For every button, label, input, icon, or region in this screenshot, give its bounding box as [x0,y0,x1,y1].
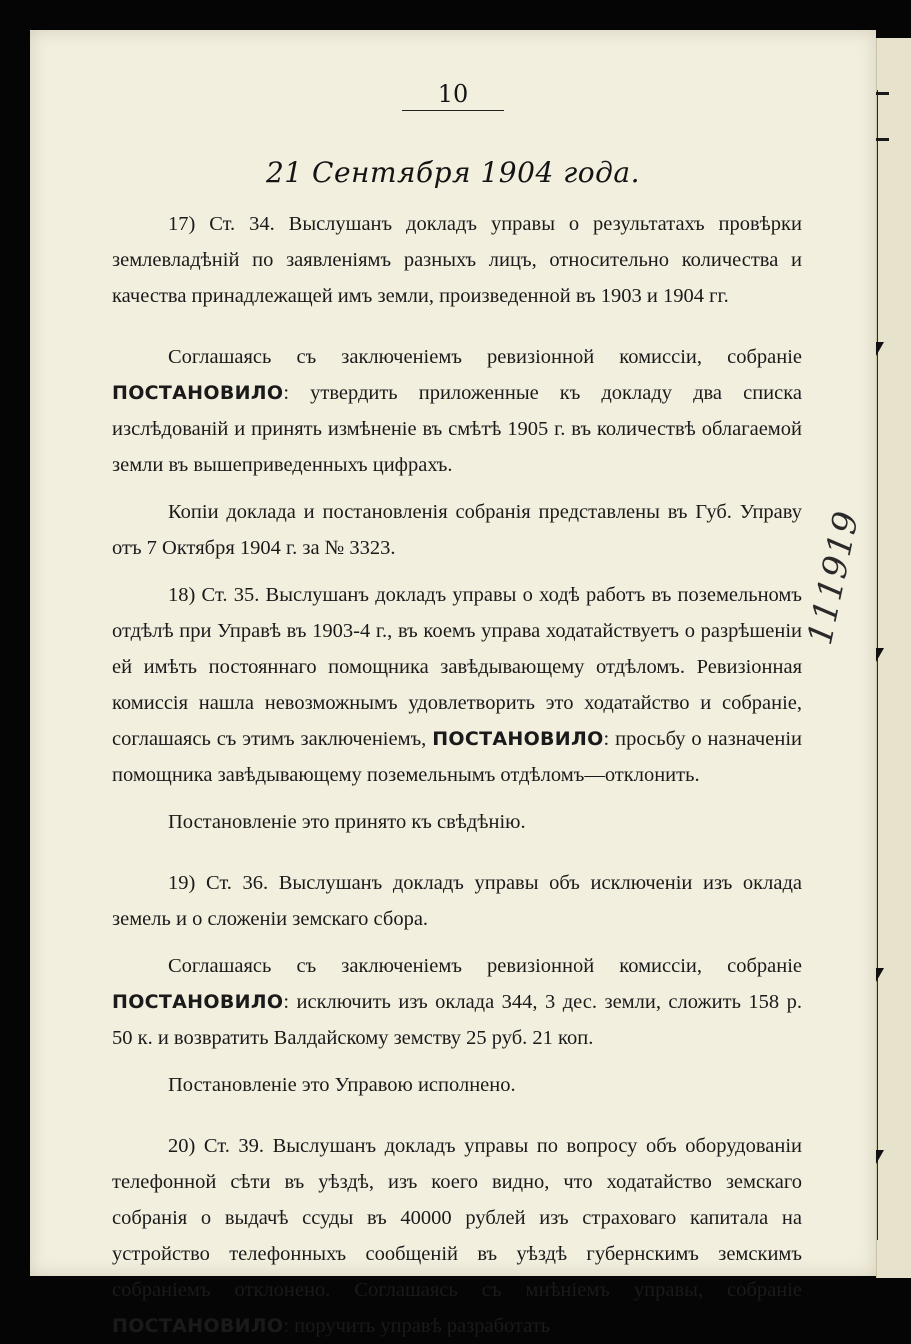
paragraph: Постановленіе это принято къ свѣдѣнію. [168,811,526,833]
page-number-underline [402,110,504,111]
paragraph: Соглашаясь съ заключеніемъ ревизіонной комиссіи, собраніе ПОСТАНОВИЛО: исключить изъ оклада 344, 3 дес. земли, сложить 158 р. 50 к. и возвратить Валдайскому земству 25 руб. 21 коп. [112,955,802,1049]
document-page [30,30,876,1337]
page-number: 10 [437,80,469,108]
paragraph: 19) Ст. 36. Выслушанъ докладъ управы объ исключеніи изъ оклада земель и о сложеніи земскаго сбора. [112,872,802,930]
resolution-keyword: ПОСТАНОВИЛО [432,728,604,750]
paragraph: 20) Ст. 39. Выслушанъ докладъ управы по вопросу объ оборудованіи телефонной сѣти въ уѣздѣ, изъ коего видно, что ходатайство земскаго собранія о выдачѣ ссуды въ 40000 рублей изъ страховаго капитала на устройство телефонныхъ сообщеній въ уѣздѣ губернскимъ земскимъ собраніемъ отклонено. Соглашаясь съ мнѣніемъ управы, собраніе ПОСТАНОВИЛО: поручить управѣ разработать [112,1135,802,1337]
paragraph: 18) Ст. 35. Выслушанъ докладъ управы о ходѣ работъ въ поземельномъ отдѣлѣ при Управѣ въ 1903-4 г., въ коемъ управа ходатайствуетъ о разрѣшеніи ей имѣть постояннаго помощника завѣдывающему отдѣломъ. Ревизіонная комиссія нашла невозможнымъ удовлетворить это ходатайство и собраніе, соглашаясь съ этимъ заключеніемъ, ПОСТАНОВИЛО: просьбу о назначеніи помощника завѣдывающему поземельнымъ отдѣломъ—отклонить. [112,584,802,786]
section-date-heading: 21 Сентября 1904 года. [265,156,640,189]
paragraph: Копіи доклада и постановленія собранія представлены въ Губ. Управу отъ 7 Октября 1904 г. за № 3323. [112,501,802,559]
handwritten-margin-note: 111919 [800,507,868,649]
paragraph: Соглашаясь съ заключеніемъ ревизіонной комиссіи, собраніе ПОСТАНОВИЛО: утвердить приложенные къ докладу два списка изслѣдованій и принять измѣненіе въ смѣтѣ 1905 г. въ количествѣ облагаемой земли въ вышеприведенныхъ цифрахъ. [112,346,802,476]
document-body [112,206,802,1344]
paragraph: 17) Ст. 34. Выслушанъ докладъ управы о результатахъ провѣрки землевладѣній по заявленіямъ разныхъ лицъ, относительно количества и качества принадлежащей имъ земли, произведенной въ 1903 и 1904 гг. [112,213,802,307]
page-fold-line [877,90,878,1240]
resolution-keyword: ПОСТАНОВИЛО [112,382,284,404]
resolution-keyword: ПОСТАНОВИЛО [112,991,284,1013]
resolution-keyword: ПОСТАНОВИЛО [112,1315,284,1337]
paragraph: Постановленіе это Управою исполнено. [168,1074,516,1096]
